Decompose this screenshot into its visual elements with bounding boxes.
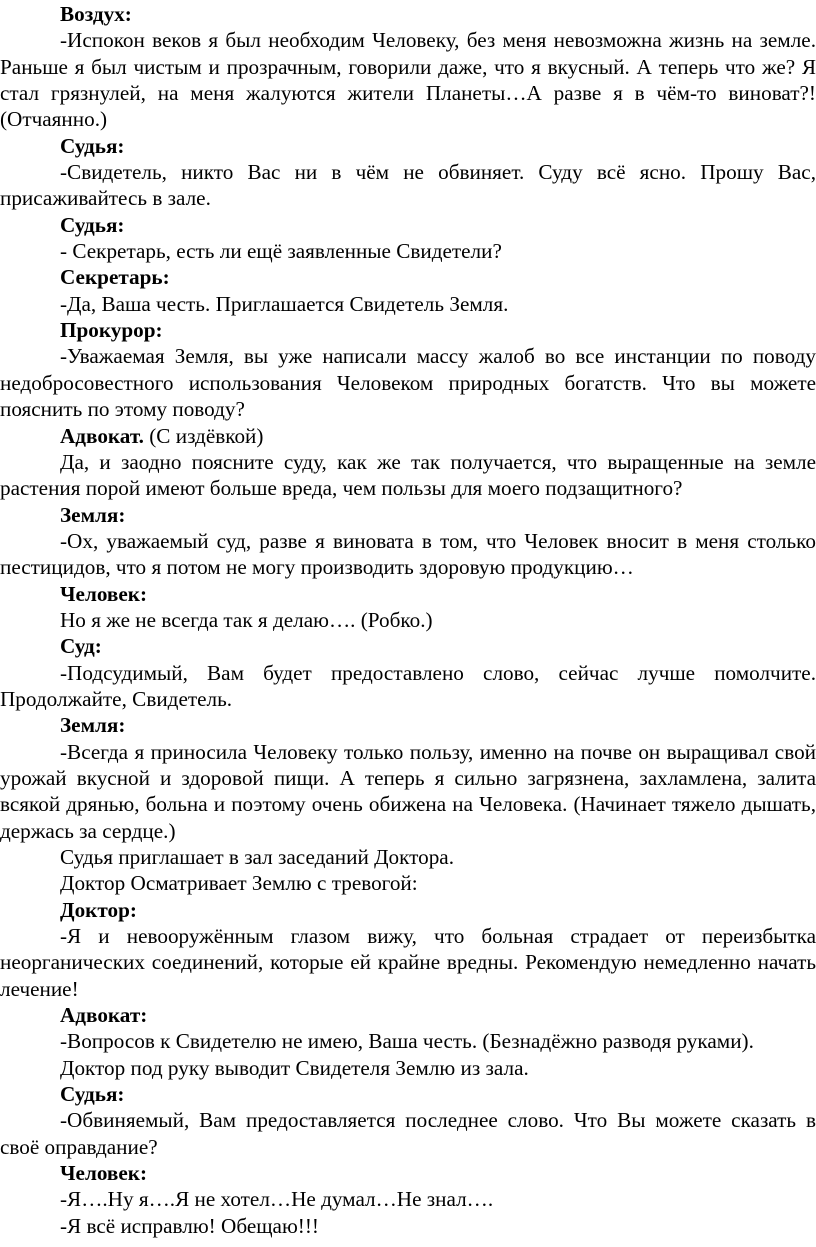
speaker-name: Судья: [60, 212, 125, 237]
speaker-name: Секретарь: [60, 265, 170, 290]
speaker-heading [0, 581, 816, 607]
dialogue-paragraph: Но я же не всегда так я делаю…. (Робко.) [60, 607, 433, 632]
dialogue-paragraph: -Я всё исправлю! Обещаю!!! [60, 1213, 319, 1238]
speaker-heading [0, 633, 816, 659]
dialogue-paragraph: -Вопросов к Свидетелю не имею, Ваша честь. (Безнадёжно разводя руками). [60, 1029, 754, 1054]
speaker-heading [0, 264, 816, 290]
speaker-name: Человек: [60, 1161, 148, 1186]
speaker-name: Прокурор: [60, 318, 163, 343]
speaker-name: Адвокат. [60, 423, 144, 448]
dialogue-paragraph: -Свидетель, никто Вас ни в чём не обвиняет. Суду всё ясно. Прошу Вас, присаживайтесь в зале. [0, 160, 816, 211]
dialogue-paragraph: -Да, Ваша честь. Приглашается Свидетель Земля. [60, 291, 509, 316]
speaker-name: Человек: [60, 581, 148, 606]
dialogue-paragraph: Судья приглашает в зал заседаний Доктора. [60, 845, 455, 869]
dialogue-paragraph: -Уважаемая Земля, вы уже написали массу жалоб во все инстанции по поводу недобросовестного использования Человеком природных богатств. Что вы можете пояснить по этому поводу? [0, 344, 816, 422]
speaker-heading [0, 1002, 816, 1028]
dialogue-paragraph: -Испокон веков я был необходим Человеку, без меня невозможна жизнь на земле. Раньше я был чистым и прозрачным, говорили даже, что я вкусный. А теперь что же? Я стал грязнулей, на меня жалуются жители Планеты…А разве я в чём-то виноват?! (Отчаянно.) [0, 28, 816, 132]
speaker-name: Земля: [60, 713, 126, 738]
dialogue-paragraph: -Я и невооружённым глазом вижу, что больная страдает от переизбытка неорганических соединений, которые ей крайне вредны. Рекомендую немедленно начать лечение! [0, 924, 816, 1001]
dialogue-paragraph: Да, и заодно поясните суду, как же так получается, что выращенные на земле растения порой имеют больше вреда, чем пользы для моего подзащитного? [0, 449, 816, 501]
speaker-heading [0, 133, 816, 159]
speaker-name: Земля: [60, 502, 126, 527]
speaker-name: Адвокат: [60, 1003, 148, 1028]
speaker-heading [0, 1081, 816, 1107]
speaker-heading [0, 423, 816, 449]
speaker-name: Воздух: [60, 2, 132, 26]
stage-direction: (С издёвкой) [143, 423, 264, 448]
dialogue-paragraph: -Обвиняемый, Вам предоставляется последнее слово. Что Вы можете сказать в своё оправдание? [0, 1108, 816, 1159]
speaker-heading [0, 317, 816, 343]
dialogue-paragraph: -Подсудимый, Вам будет предоставлено слово, сейчас лучше помолчите. Продолжайте, Свидетель. [0, 660, 816, 711]
speaker-heading [0, 897, 816, 923]
speaker-name: Доктор: [60, 897, 137, 922]
speaker-name: Судья: [60, 133, 125, 158]
dialogue-paragraph: - Секретарь, есть ли ещё заявленные Свидетели? [60, 239, 502, 264]
speaker-heading [0, 1, 816, 27]
speaker-heading [0, 1160, 816, 1186]
dialogue-paragraph: Доктор под руку выводит Свидетеля Землю из зала. [60, 1055, 529, 1080]
speaker-name: Суд: [60, 634, 102, 659]
speaker-heading [0, 502, 816, 528]
speaker-heading [0, 712, 816, 738]
dialogue-paragraph: -Ох, уважаемый суд, разве я виновата в том, что Человек вносит в меня столько пестицидов, что я потом не могу производить здоровую продукцию… [0, 528, 816, 580]
speaker-heading [0, 212, 816, 238]
dialogue-paragraph: -Я….Ну я….Я не хотел…Не думал…Не знал…. [60, 1187, 494, 1212]
speaker-name: Судья: [60, 1082, 125, 1107]
dialogue-paragraph: -Всегда я приносила Человеку только пользу, именно на почве он выращивал свой урожай вкусной и здоровой пищи. А теперь я сильно загрязнена, захламлена, залита всякой дрянью, больна и поэтому очень обижена на Человека. (Начинает тяжело дышать, держась за сердце.) [0, 739, 816, 843]
dialogue-paragraph: Доктор Осматривает Землю с тревогой: [60, 871, 418, 896]
